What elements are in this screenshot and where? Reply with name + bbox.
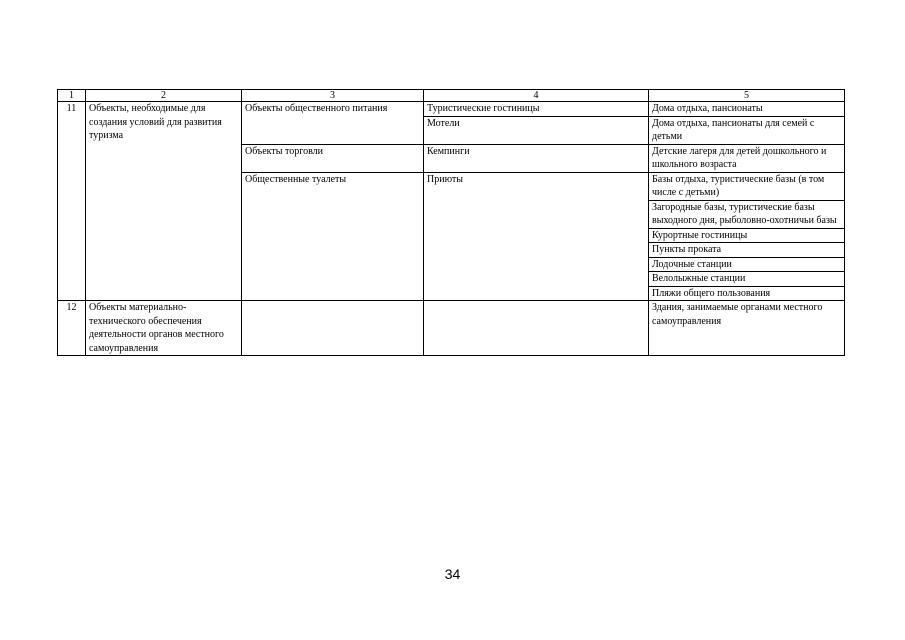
object-cell: Базы отдыха, туристические базы (в том числе с детьми) [649, 172, 845, 200]
object-cell: Приюты [424, 172, 649, 301]
header-col-1: 1 [58, 90, 86, 102]
object-cell: Здания, занимаемые органами местного самоуправления [649, 301, 845, 356]
object-cell [242, 301, 424, 356]
header-col-5: 5 [649, 90, 845, 102]
object-cell: Объекты общественного питания [242, 102, 424, 145]
object-cell: Общественные туалеты [242, 172, 424, 301]
table-row [58, 301, 845, 356]
object-cell: Загородные базы, туристические базы выходного дня, рыболовно-охотничьи базы [649, 200, 845, 228]
page-number: 34 [444, 566, 461, 582]
header-col-2: 2 [86, 90, 242, 102]
header-col-4: 4 [424, 90, 649, 102]
object-cell: Дома отдыха, пансионаты для семей с детьми [649, 116, 845, 144]
object-cell: Пляжи общего пользования [649, 286, 845, 301]
object-cell [424, 301, 649, 356]
table-row [58, 102, 845, 117]
object-cell: Дома отдыха, пансионаты [649, 102, 845, 117]
row-number: 11 [58, 102, 86, 301]
document-table [57, 89, 845, 356]
object-cell: Детские лагеря для детей дошкольного и школьного возраста [649, 144, 845, 172]
table-header-row [58, 90, 845, 102]
object-cell: Курортные гостиницы [649, 228, 845, 243]
object-cell: Объекты торговли [242, 144, 424, 172]
object-cell: Мотели [424, 116, 649, 144]
object-cell: Лодочные станции [649, 257, 845, 272]
object-cell: Велолыжные станции [649, 272, 845, 287]
row-number: 12 [58, 301, 86, 356]
object-cell: Туристические гостиницы [424, 102, 649, 117]
object-type-cell: Объекты, необходимые для создания условий для развития туризма [86, 102, 242, 301]
header-col-3: 3 [242, 90, 424, 102]
object-type-cell: Объекты материально-технического обеспечения деятельности органов местного самоуправления [86, 301, 242, 356]
object-cell: Пункты проката [649, 243, 845, 258]
object-cell: Кемпинги [424, 144, 649, 172]
